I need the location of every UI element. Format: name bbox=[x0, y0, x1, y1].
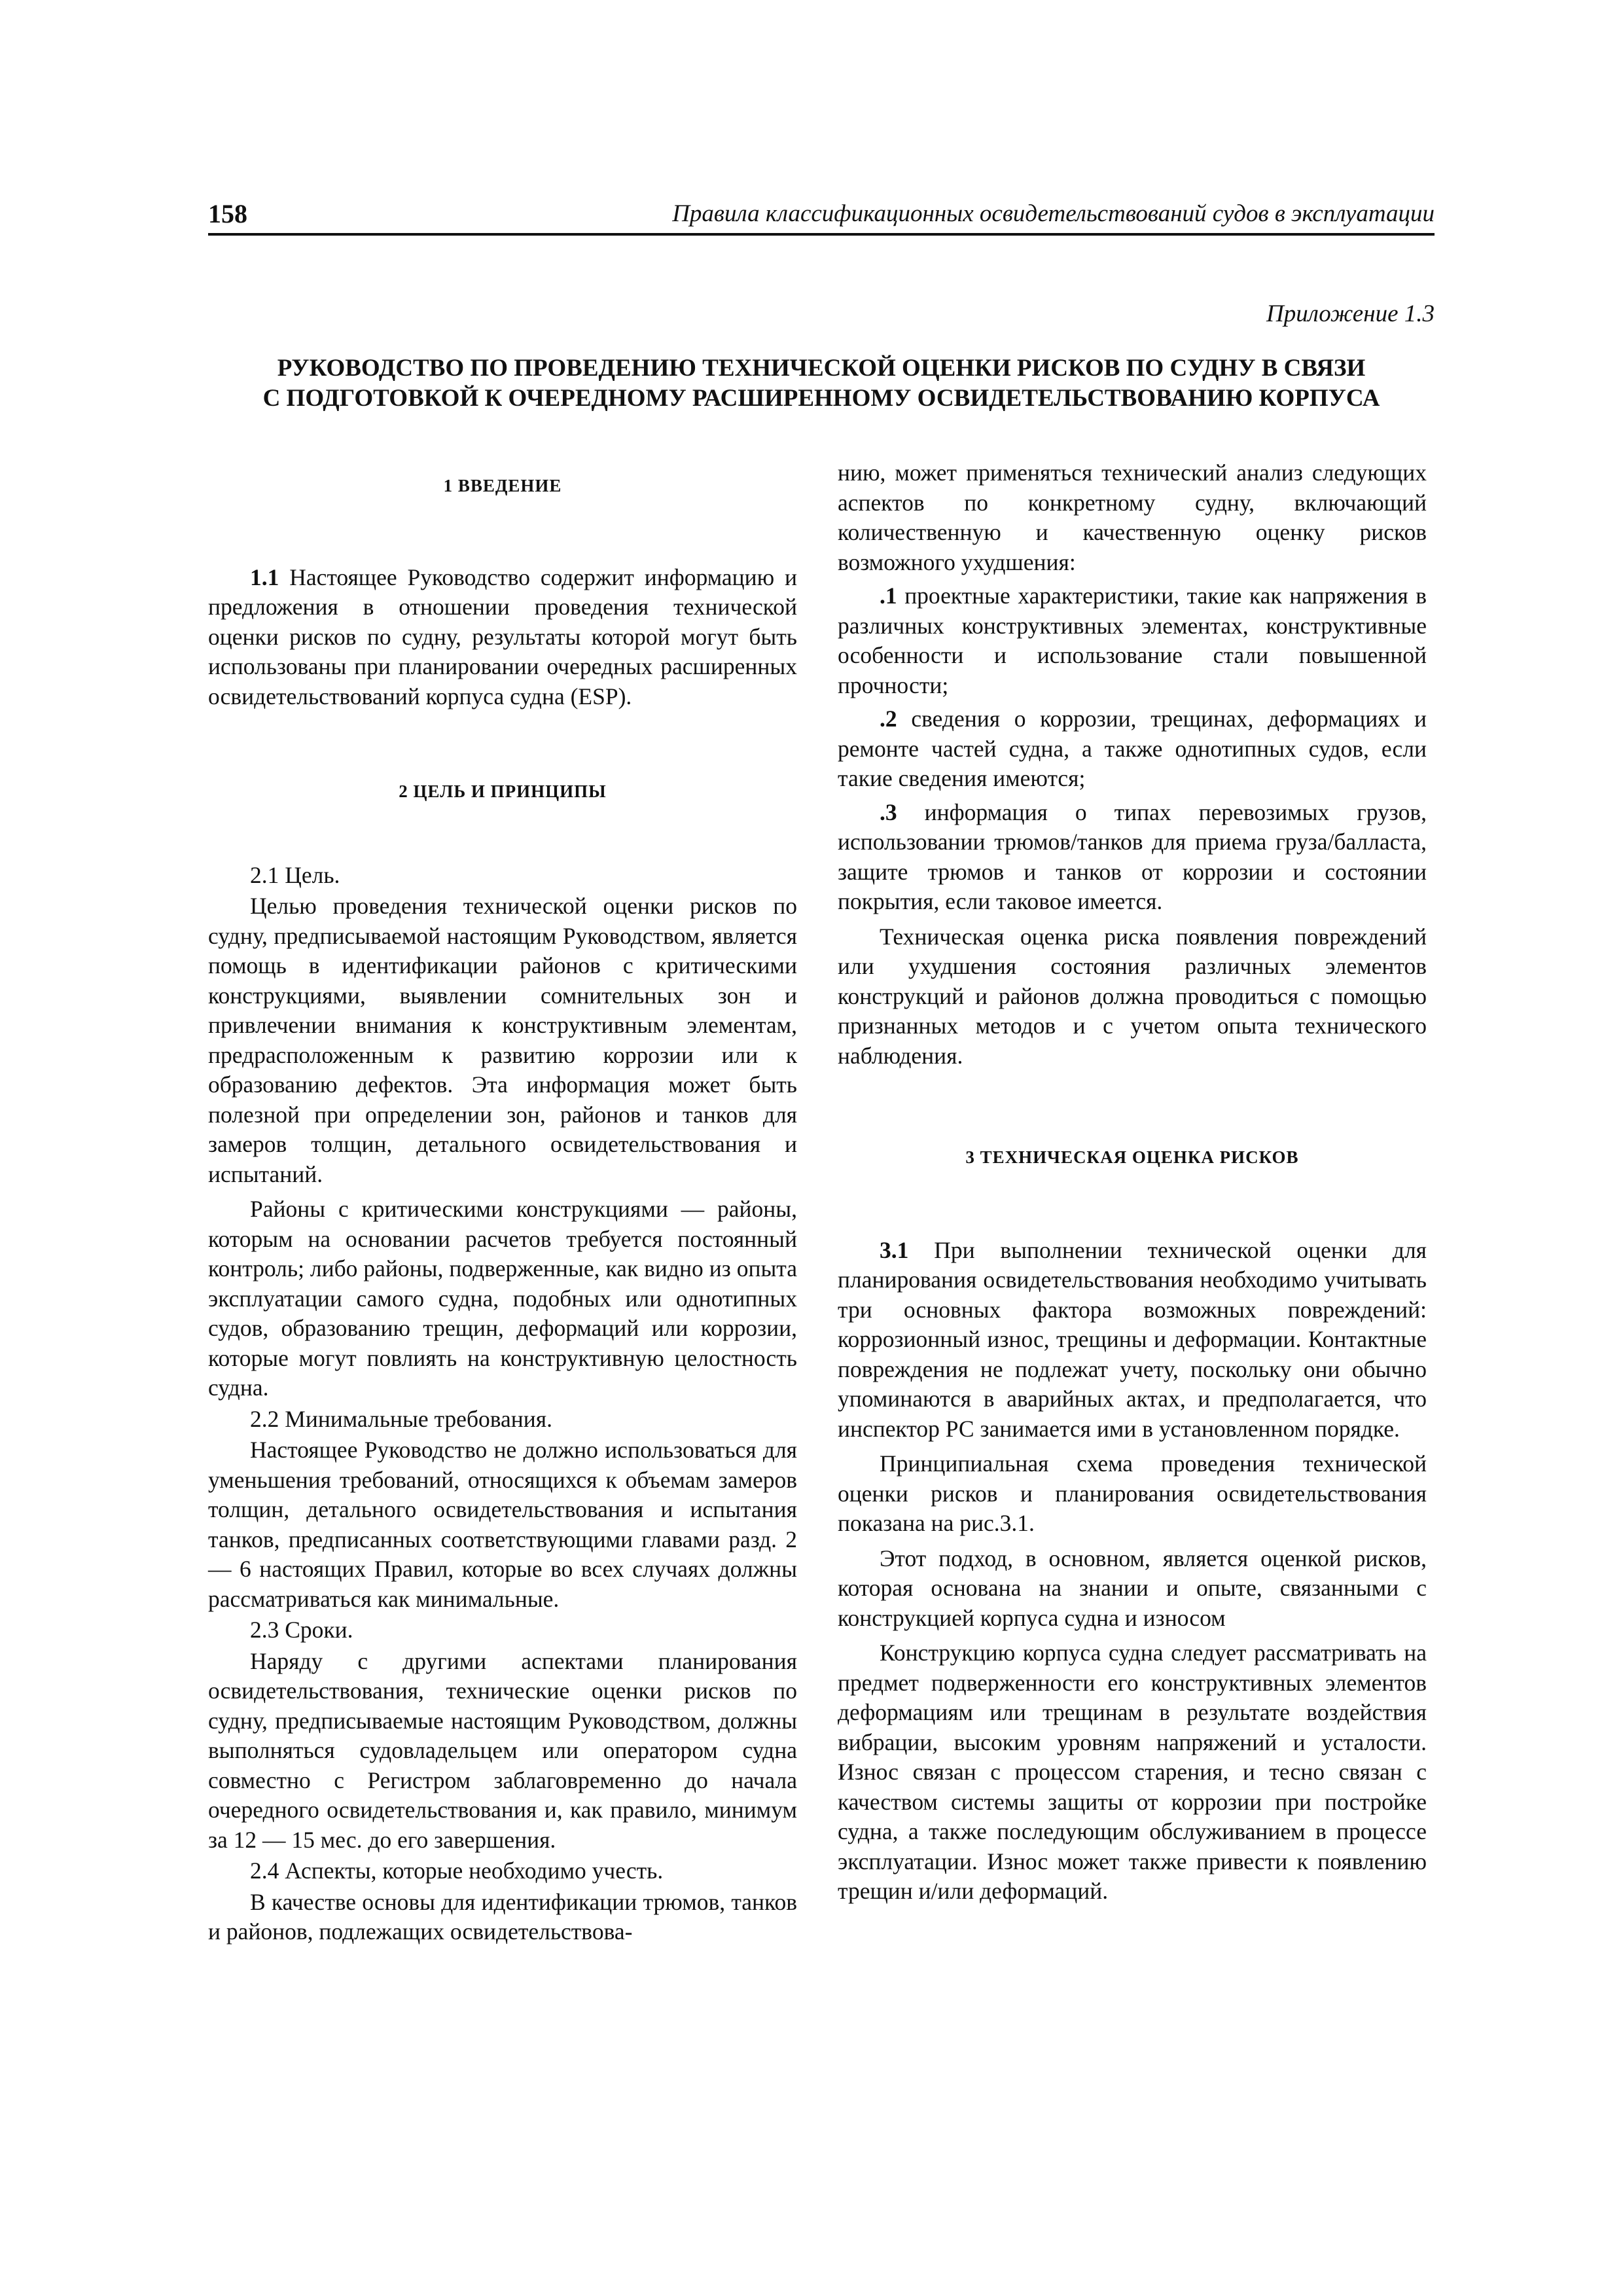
appendix-label: Приложение 1.3 bbox=[1266, 300, 1435, 327]
list-item-3 bbox=[838, 798, 1427, 917]
paragraph-3-1 bbox=[838, 1236, 1427, 1444]
section-2-heading: 2 ЦЕЛЬ И ПРИНЦИПЫ bbox=[399, 781, 607, 801]
paragraph-3-approach: Этот подход, в основном, является оценкой рисков, которая основана на знании и опыте, связанными с конструкцией корпуса судна и износом bbox=[838, 1545, 1427, 1631]
document-title bbox=[208, 353, 1435, 414]
running-header bbox=[208, 194, 1435, 236]
list-item-1 bbox=[838, 581, 1427, 700]
paragraph-2-1-critical-areas: Районы с критическими конструкциями — районы, которым на основании расчетов требуется постоянный контроль; либо районы, подверженные, как видно из опыта эксплуатации самого судна, подобных или однотипных судов, образованию трещин, деформаций или коррозии, которые могут повлиять на конструктивную целостность судна. bbox=[208, 1196, 797, 1401]
subsection-2-1-heading: 2.1 Цель. bbox=[250, 861, 340, 888]
paragraph-1-1-number: 1.1 bbox=[250, 564, 279, 590]
right-column bbox=[838, 458, 1427, 1907]
paragraph-3-1-text: При выполнении технической оценки для планирования освидетельствования необходимо учитывать три основных фактора возможных повреждений: коррозионный износ, трещины и деформации. Контактные повреждения не подлежат учету, поскольку они обычно упоминаются в аварийных актах, и предполагается, что инспектор РС занимается ими в установленном порядке. bbox=[838, 1236, 1427, 1442]
paragraph-2-3: Наряду с другими аспектами планирования освидетельствования, технические оценки рисков по судну, предписываемые настоящим Руководством, должны выполняться судовладельцем или оператором судна совместно с Регистром заблаговременно до начала очередного освидетельствования и, как правило, минимум за 12 — 15 мес. до его завершения. bbox=[208, 1647, 797, 1853]
list-item-1-text: проектные характеристики, такие как напряжения в различных конструктивных элементах, конструктивные особенности и использование стали повышенной прочности; bbox=[838, 583, 1427, 698]
list-item-2 bbox=[838, 704, 1427, 794]
paragraph-1-1 bbox=[208, 563, 797, 712]
subsection-2-4-heading: 2.4 Аспекты, которые необходимо учесть. bbox=[250, 1857, 664, 1884]
list-item-2-text: сведения о коррозии, трещинах, деформациях и ремонте частей судна, а также однотипных судов, если такие сведения имеются; bbox=[838, 706, 1427, 791]
paragraph-risk-assessment: Техническая оценка риска появления повреждений или ухудшения состояния различных элементов конструкций и районов должна проводиться с помощью признанных методов и с учетом опыта технического наблюдения. bbox=[838, 923, 1427, 1069]
paragraph-2-2: Настоящее Руководство не должно использоваться для уменьшения требований, относящихся к объемам замеров толщин, детального освидетельствования и испытания танков, предписанных соответствующими главами разд. 2 — 6 настоящих Правил, которые во всех случаях должны рассматриваться как минимальные. bbox=[208, 1437, 797, 1612]
running-title: Правила классификационных освидетельствований судов в эксплуатации bbox=[672, 200, 1435, 227]
list-item-3-text: информация о типах перевозимых грузов, использовании трюмов/танков для приема груза/балласта, защите трюмов и танков от коррозии и состоянии покрытия, если таковое имеется. bbox=[838, 798, 1427, 914]
paragraph-3-scheme: Принципиальная схема проведения технической оценки рисков и планирования освидетельствования показана на рис.3.1. bbox=[838, 1450, 1427, 1536]
section-1-heading: 1 ВВЕДЕНИЕ bbox=[443, 476, 562, 495]
subsection-2-3-heading: 2.3 Сроки. bbox=[250, 1617, 353, 1643]
list-item-1-number: .1 bbox=[880, 583, 897, 609]
paragraph-3-1-number: 3.1 bbox=[880, 1236, 909, 1263]
list-item-2-number: .2 bbox=[880, 706, 897, 732]
paragraph-3-hull: Конструкцию корпуса судна следует рассматривать на предмет подверженности его конструктивных элементов деформациям или трещинам в результате воздействия вибрации, высоким уровням напряжений и усталости. Износ связан с процессом старения, и тесно связан с качеством системы защиты от коррозии при постройке судна, а также последующим обслуживанием в процессе эксплуатации. Износ может также привести к появлению трещин и/или деформаций. bbox=[838, 1640, 1427, 1904]
paragraph-2-1: Целью проведения технической оценки рисков по судну, предписываемой настоящим Руководством, является помощь в идентификации районов с критическими конструкциями, выявлении сомнительных зон и привлечении внимания к конструктивным элементам, предрасположенным к развитию коррозии или к образованию дефектов. Эта информация может быть полезной при определении зон, районов и танков для замеров толщин, детального освидетельствования и испытаний. bbox=[208, 893, 797, 1187]
left-column bbox=[208, 458, 797, 1947]
document-title-line-1: РУКОВОДСТВО ПО ПРОВЕДЕНИЮ ТЕХНИЧЕСКОЙ ОЦЕНКИ РИСКОВ ПО СУДНУ В СВЯЗИ bbox=[277, 355, 1366, 382]
paragraph-2-4-continued: нию, может применяться технический анализ следующих аспектов по конкретному судну, включающий количественную и качественную оценку рисков возможного ухудшения: bbox=[838, 459, 1427, 575]
subsection-2-2-heading: 2.2 Минимальные требования. bbox=[250, 1405, 553, 1432]
paragraph-1-1-text: Настоящее Руководство содержит информацию и предложения в отношении проведения технической оценки рисков по судну, результаты которой могут быть использованы при планировании очередных расширенных освидетельствований корпуса судна (ESP). bbox=[208, 564, 798, 709]
document-title-line-2: С ПОДГОТОВКОЙ К ОЧЕРЕДНОМУ РАСШИРЕННОМУ ОСВИДЕТЕЛЬСТВОВАНИЮ КОРПУСА bbox=[262, 385, 1380, 412]
list-item-3-number: .3 bbox=[880, 798, 897, 825]
paragraph-2-4: В качестве основы для идентификации трюмов, танков и районов, подлежащих освидетельствова- bbox=[208, 1888, 797, 1945]
section-3-heading: 3 ТЕХНИЧЕСКАЯ ОЦЕНКА РИСКОВ bbox=[965, 1147, 1299, 1167]
page-number: 158 bbox=[208, 199, 247, 228]
